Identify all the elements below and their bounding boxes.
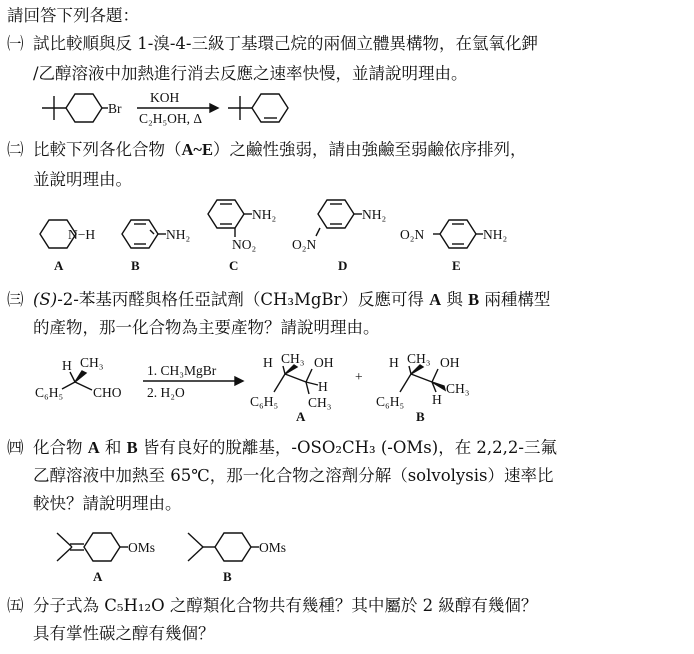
q2-text-b: ）之鹼性強弱，請由強鹼至弱鹼依序排列， xyxy=(213,140,527,159)
q3-stereo: (S) xyxy=(33,290,58,309)
q2-number: ㈡ xyxy=(7,140,24,159)
q4-number: ㈣ xyxy=(7,438,24,457)
q2-label-e: E xyxy=(452,258,461,273)
q4-text-a: 化合物 xyxy=(33,438,88,457)
q3-label-a: A xyxy=(296,409,306,424)
q3-number: ㈢ xyxy=(7,290,24,309)
q2-text-a: 比較下列各化合物（ xyxy=(33,140,182,159)
q1-reagent-bottom: C₂H₅OH, Δ xyxy=(139,111,203,126)
intro-heading: 請回答下列各題： xyxy=(7,6,139,25)
q1-bromine-label: Br xyxy=(108,101,122,116)
q3-plus: + xyxy=(355,369,363,384)
q4-line3: 較快？請說明理由。 xyxy=(33,494,182,513)
q2-label-a: A xyxy=(54,258,64,273)
q3-b-h: H xyxy=(389,355,399,370)
q4-a: A xyxy=(87,438,100,457)
q3-a-c6h5: C₆H₅ xyxy=(250,394,279,409)
q1-line2: /乙醇溶液中加熱進行消去反應之速率快慢，並請說明理由。 xyxy=(33,64,468,83)
q1-reagent-top: KOH xyxy=(150,90,180,105)
q2-nh-label: N−H xyxy=(68,227,96,242)
q3-a-h2: H xyxy=(318,379,328,394)
q3-text-b: 兩種構型 xyxy=(479,290,551,309)
q2-e-o2n: O₂N xyxy=(400,227,425,242)
q3-and: 與 xyxy=(441,290,469,309)
q2-c-no2: NO₂ xyxy=(232,237,257,252)
q3-a-ch3: CH₃ xyxy=(281,351,305,366)
q3-b: B xyxy=(468,290,480,309)
q3-a-ch3-2: CH₃ xyxy=(308,395,332,410)
q3-b-h2: H xyxy=(432,392,442,407)
q4-label-a: A xyxy=(93,569,103,584)
q2-label-d: D xyxy=(338,258,348,273)
q3-reactant-cho: CHO xyxy=(93,385,122,400)
q2-d-nh2: NH₂ xyxy=(362,207,387,222)
q3-a-h: H xyxy=(263,355,273,370)
q3-b-ch3: CH₃ xyxy=(407,351,431,366)
q2-d-o2n: O₂N xyxy=(292,237,317,252)
q1-number: ㈠ xyxy=(7,34,24,53)
q2-label-b: B xyxy=(131,258,140,273)
q2-b-nh2: NH₂ xyxy=(166,227,191,242)
q3-step1: 1. CH₃MgBr xyxy=(147,363,217,378)
q2-e-nh2: NH₂ xyxy=(483,227,508,242)
q5-number: ㈤ xyxy=(7,596,24,615)
q3-line2: 的產物，那一化合物為主要產物？請說明理由。 xyxy=(33,318,380,337)
q3-b-c6h5: C₆H₅ xyxy=(376,394,405,409)
q4-and: 和 xyxy=(99,438,127,457)
q3-reactant-c6h5: C₆H₅ xyxy=(35,385,64,400)
q4-b: B xyxy=(126,438,138,457)
q4-text-b: 皆有良好的脫離基，-OSO₂CH₃ (-OMs)，在 2,2,2-三氟 xyxy=(137,438,557,457)
q5-line2: 具有掌性碳之醇有幾個？ xyxy=(33,624,215,643)
q3-text-a: -2-苯基丙醛與格任亞試劑（CH₃MgBr）反應可得 xyxy=(57,290,430,309)
q3-step2: 2. H₂O xyxy=(147,385,185,400)
q5-line1: 分子式為 C₅H₁₂O 之醇類化合物共有幾種？其中屬於 2 級醇有幾個？ xyxy=(33,596,538,615)
q4-b-oms: OMs xyxy=(259,540,287,555)
q2-label-c: C xyxy=(229,258,239,273)
q3-reactant-h: H xyxy=(62,358,72,373)
q4-a-oms: OMs xyxy=(128,540,156,555)
q3-reactant-ch3: CH₃ xyxy=(80,355,104,370)
q4-label-b: B xyxy=(223,569,232,584)
q2-line2: 並說明理由。 xyxy=(33,170,132,189)
q3-label-b: B xyxy=(416,409,425,424)
q3-b-ch3-2: CH₃ xyxy=(446,381,470,396)
q2-c-nh2: NH₂ xyxy=(252,207,277,222)
q3-a: A xyxy=(429,290,442,309)
q3-b-oh: OH xyxy=(440,355,460,370)
q2-range: A~E xyxy=(181,140,214,159)
q4-line2: 乙醇溶液中加熱至 65℃，那一化合物之溶劑分解（solvolysis）速率比 xyxy=(33,466,554,485)
q3-a-oh: OH xyxy=(314,355,334,370)
q1-line1: 試比較順與反 1-溴-4-三級丁基環己烷的兩個立體異構物，在氫氧化鉀 xyxy=(33,34,538,53)
